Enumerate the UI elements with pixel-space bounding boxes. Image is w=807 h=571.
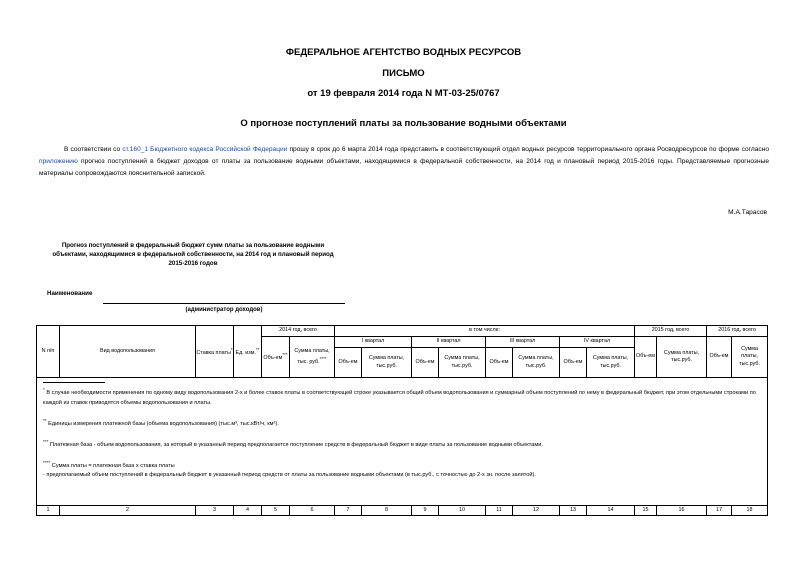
vol-2015: Объ-ем <box>635 337 657 378</box>
body-text-2: прошу в срок до 6 марта 2014 года представить в соответствующий отдел водных ресурсов территориального органа Росводресурсов по форме согласно <box>287 146 769 153</box>
forecast-table <box>36 325 768 516</box>
sum-2015: Сумма платы, тыс.руб. <box>657 337 707 378</box>
ed-label: Ед. изм. <box>235 349 256 356</box>
naim-underline <box>103 303 345 304</box>
col-q4: IV квартал <box>560 337 635 348</box>
sum-sup: **** <box>319 356 327 362</box>
num-cell: 16 <box>657 506 707 516</box>
col-q3: III квартал <box>486 337 560 348</box>
vol-q4: Объ-ем <box>560 348 587 378</box>
footnote-4-mark: **** <box>43 459 51 465</box>
ed-sup: ** <box>255 346 260 352</box>
stavka-sup: * <box>230 346 233 352</box>
sum-q3: Сумма платы, тыс.руб. <box>513 348 560 378</box>
col-vid: Вид водопользования <box>60 326 196 378</box>
footnote-1 <box>43 385 761 408</box>
sum-q1: Сумма платы, тыс.руб. <box>362 348 412 378</box>
num-cell: 9 <box>412 506 439 516</box>
col-q2: II квартал <box>412 337 486 348</box>
doc-subject: О прогнозе поступлений платы за пользование водными объектами <box>240 118 567 129</box>
footnote-3 <box>43 437 761 450</box>
footnotes <box>37 378 768 506</box>
doc-type: ПИСЬМО <box>382 68 425 79</box>
num-cell: 15 <box>635 506 657 516</box>
vol-2014 <box>262 337 290 378</box>
admin-label: (администратор доходов) <box>185 307 263 313</box>
num-cell: 3 <box>196 506 234 516</box>
footnote-4 <box>43 458 761 471</box>
col-n: N п/п <box>37 326 60 378</box>
num-cell: 6 <box>290 506 335 516</box>
body-text-3: прогноз поступлений в бюджет доходов от платы за пользование водными объектами, находящимися в федеральной собственности, на 2014 год и плановый период 2015-2016 годы. Представляемые прогнозные материалы сопровождаются пояснительной запиской. <box>39 158 769 177</box>
body-text-1: В соответствии со <box>64 146 123 153</box>
num-cell: 14 <box>587 506 635 516</box>
num-cell: 12 <box>513 506 560 516</box>
vol-q1: Объ-ем <box>335 348 362 378</box>
footnote-3-mark: *** <box>43 438 49 444</box>
stavka-label: Ставка платы <box>196 349 231 356</box>
num-cell: 4 <box>234 506 262 516</box>
col-2016: 2016 год, всего <box>707 326 768 337</box>
num-cell: 18 <box>732 506 768 516</box>
appendix-link[interactable]: приложению <box>39 158 78 165</box>
col-q1: I квартал <box>335 337 412 348</box>
footnote-3-text: Платежная база - объем водопользования, за который в указанный период предполагается поступление средств в федеральный бюджет в виде платы за пользование водными объектами. <box>48 441 543 448</box>
vol-q3: Объ-ем <box>486 348 513 378</box>
signature: М.А.Тарасов <box>728 209 767 216</box>
num-cell: 13 <box>560 506 587 516</box>
footnote-1-text: В случае необходимости применения по одному виду водопользования 2-х и более ставок платы в соответствующей строке указывается общий объем водопользования и суммарный объем поступлений по нему в федеральный бюджет, при этом отдельными строками по каждой из ставок приводятся объемы водопользования и платы. <box>43 389 756 406</box>
num-cell: 2 <box>60 506 196 516</box>
sum-2014 <box>290 337 335 378</box>
budget-code-link[interactable]: ст.160_1 Бюджетного кодекса Российской Федерации <box>122 146 288 153</box>
num-cell: 7 <box>335 506 362 516</box>
sum-label: Сумма платы, тыс. руб. <box>294 347 330 365</box>
num-cell: 8 <box>362 506 412 516</box>
col-2015: 2015 год, всего <box>635 326 707 337</box>
num-cell: 10 <box>439 506 486 516</box>
vol-2016: Объ-ем <box>707 337 732 378</box>
body-paragraph <box>39 144 769 180</box>
footnote-4b: - предполагаемый объем поступлений в федеральный бюджет в указанный период средств от платы за пользование водными объектами (в тыс.руб., с точностью до 2-х зн. после запятой). <box>43 472 536 479</box>
num-cell: 11 <box>486 506 513 516</box>
footnote-1-mark: * <box>43 387 45 392</box>
num-cell: 17 <box>707 506 732 516</box>
col-ed <box>234 326 262 378</box>
footnote-2-text: Единицы измерения платежной базы (объема водопользования) (тыс.м³, тыс.кВт/ч, км²). <box>46 420 279 427</box>
footnote-4-text: Сумма платы = платежная база x ставка платы <box>50 462 175 469</box>
vol-sup: *** <box>282 352 288 358</box>
num-cell: 5 <box>262 506 290 516</box>
num-cell: 1 <box>37 506 60 516</box>
footnote-rule <box>43 382 105 383</box>
sum-q4: Сумма платы, тыс.руб. <box>587 348 635 378</box>
form-title: Прогноз поступлений в федеральный бюджет сумм платы за пользование водными объектами, находящимися в федеральной собственности, на 2014 год и плановый период 2015-2016 годов <box>52 242 334 267</box>
sum-q2: Сумма платы, тыс.руб. <box>439 348 486 378</box>
footnote-2-mark: ** <box>43 417 47 423</box>
doc-date-number: от 19 февраля 2014 года N МТ-03-25/0767 <box>307 88 500 99</box>
col-2014: 2014 год, всего <box>262 326 335 337</box>
naim-label: Наименование <box>47 290 93 297</box>
col-in-that: в том числе: <box>335 326 635 337</box>
col-stavka <box>196 326 234 378</box>
sum-2016: Сумма платы, тыс.руб. <box>732 337 768 378</box>
footnote-2 <box>43 416 761 429</box>
vol-label: Объ-ем <box>263 355 283 362</box>
agency-name: ФЕДЕРАЛЬНОЕ АГЕНТСТВО ВОДНЫХ РЕСУРСОВ <box>285 47 522 58</box>
vol-q2: Объ-ем <box>412 348 439 378</box>
